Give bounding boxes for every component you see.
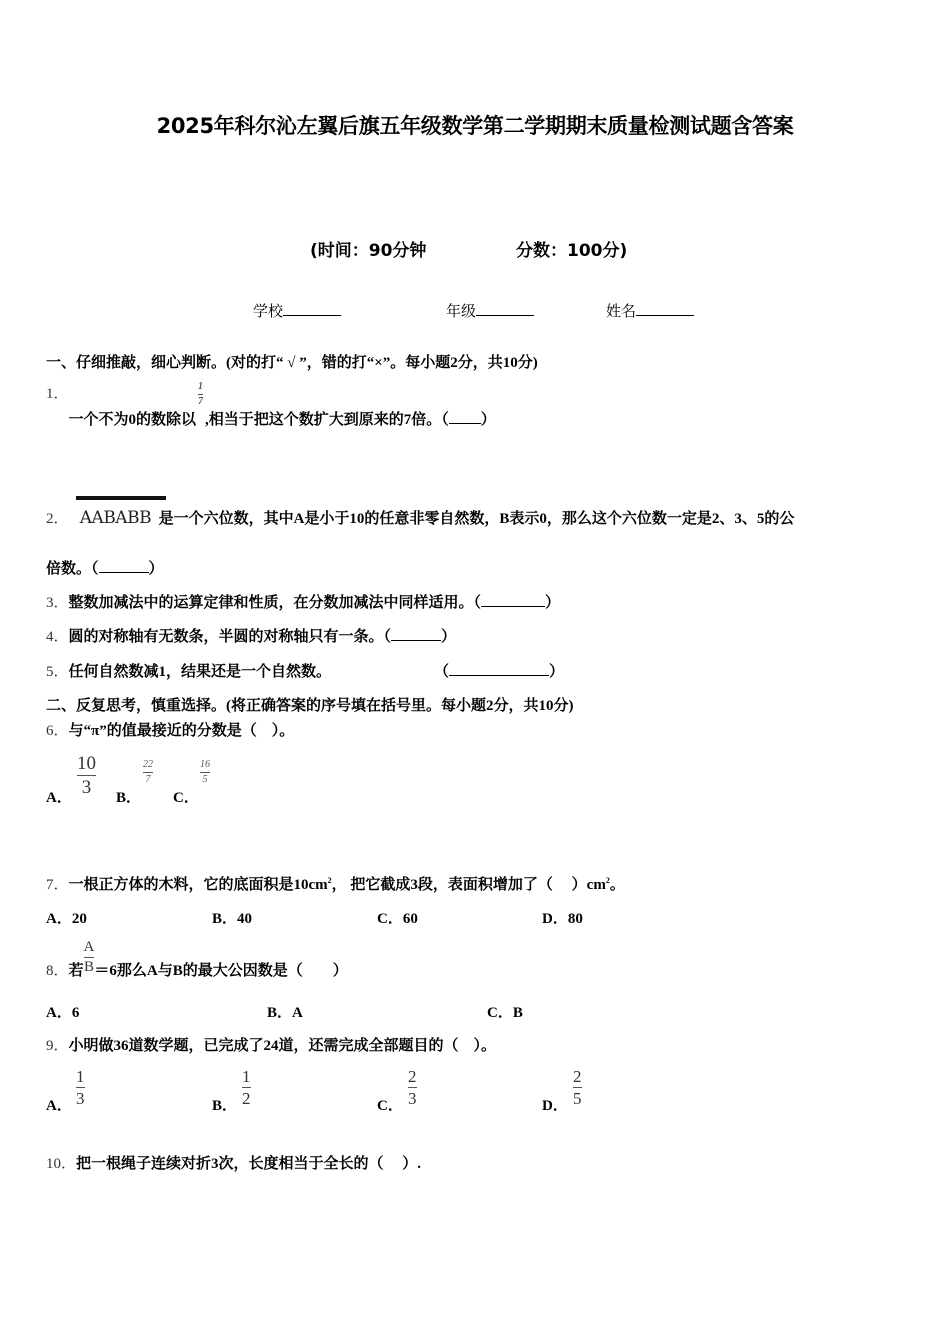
question-1: 1．一个不为0的数除以 $\frac{1}{7}$ ,相当于把这个数扩大到原来的7倍。（ ） (46, 381, 496, 428)
question-10: 10．把一根绳子连续对折3次，长度相当于全长的（ ）. (46, 1156, 422, 1172)
field-name (606, 300, 694, 321)
question-8: 8．若 $\frac{A}{B}$ ＝6那么A与B的最大公因数是（ ） (46, 939, 348, 979)
option-9d-label[interactable]: D． (542, 1098, 568, 1114)
document-title: 2025年科尔沁左翼后旗五年级数学第二学期期末质量检测试题含答案 (156, 114, 794, 138)
fraction-one-seventh: $\frac{1}{7}$ (198, 381, 204, 408)
option-8b[interactable]: B．A (267, 1005, 303, 1021)
option-9c-fraction: $\frac{2}{3}$ (408, 1067, 417, 1108)
question-number: 2． (46, 511, 69, 527)
question-number: 7． (46, 877, 69, 893)
option-7d[interactable]: D．80 (542, 911, 583, 927)
answer-blank[interactable] (99, 558, 149, 573)
answer-blank[interactable] (391, 626, 441, 641)
score-label: 分数：100分) (516, 241, 628, 261)
field-label: 姓名 (606, 302, 637, 320)
time-label: (时间：90分钟 (310, 241, 427, 261)
field-school (253, 300, 341, 321)
grade-blank[interactable] (476, 301, 534, 316)
question-3: 3．整数加减法中的运算定律和性质，在分数加减法中同样适用。（ ） (46, 591, 560, 612)
option-6a-fraction: $\frac{10}{3}$ (77, 753, 96, 798)
section2-heading: 二、反复思考，慎重选择。(将正确答案的序号填在括号里。每小题2分，共10分) (46, 698, 574, 714)
overlined-number: AABABB (79, 508, 152, 528)
option-7c[interactable]: C．60 (377, 911, 418, 927)
question-7: 7．一根正方体的木料，它的底面积是$10cm^2$， 把它截成3段，表面积增加了（ ）$cm^2$。 (46, 876, 625, 893)
name-blank[interactable] (636, 301, 694, 316)
question-number: 1． (46, 386, 69, 402)
question-4: 4．圆的对称轴有无数条，半圆的对称轴只有一条。（ ） (46, 625, 456, 646)
field-label: 年级 (446, 302, 477, 320)
question-5: 5．任何自然数减1，结果还是一个自然数。 (46, 664, 332, 680)
question-number: 5． (46, 664, 69, 680)
field-label: 学校 (253, 302, 284, 320)
question-2-cont: 倍数。（ ） (46, 557, 164, 578)
question-2: 2． AABABB 是一个六位数，其中A是小于10的任意非零自然数，B表示0，那么这个六位数一定是2、3、5的公 (46, 508, 795, 528)
question-number: 4． (46, 629, 69, 645)
option-9a-label[interactable]: A． (46, 1098, 72, 1114)
option-9c-label[interactable]: C． (377, 1098, 403, 1114)
question-6: 6．与“π”的值最接近的分数是（ ）。 (46, 723, 295, 739)
answer-blank[interactable] (449, 661, 549, 676)
option-9b-fraction: $\frac{1}{2}$ (242, 1067, 251, 1108)
option-6b-label[interactable]: B． (116, 790, 142, 806)
section1-heading: 一、仔细推敲，细心判断。(对的打“ √ ”，错的打“×”。每小题2分，共10分) (46, 355, 538, 371)
question-number: 3． (46, 595, 69, 611)
option-7a[interactable]: A．20 (46, 911, 87, 927)
option-6a-label[interactable]: A． (46, 790, 72, 806)
fraction-a-over-b: $\frac{A}{B}$ (83, 939, 95, 975)
option-8c[interactable]: C．B (487, 1005, 523, 1021)
option-7b[interactable]: B．40 (212, 911, 253, 927)
option-8a[interactable]: A．6 (46, 1005, 80, 1021)
answer-blank[interactable] (449, 409, 481, 424)
option-9b-label[interactable]: B． (212, 1098, 238, 1114)
option-6b-fraction: $\frac{22}{7}$ (143, 759, 153, 785)
answer-blank[interactable] (481, 592, 545, 607)
question-number: 8． (46, 962, 69, 979)
question-9: 9．小明做36道数学题，已完成了24道，还需完成全部题目的（ ）。 (46, 1038, 497, 1054)
question-number: 9． (46, 1038, 69, 1054)
option-6c-fraction: $\frac{16}{5}$ (200, 759, 210, 785)
school-blank[interactable] (283, 301, 341, 316)
overline-bar (76, 496, 166, 500)
question-number: 10． (46, 1156, 77, 1172)
field-grade (446, 300, 534, 321)
question-number: 6． (46, 723, 69, 739)
option-9a-fraction: $\frac{1}{3}$ (76, 1067, 85, 1108)
option-6c-label[interactable]: C． (173, 790, 199, 806)
question-5-answer: （ ） (434, 660, 564, 681)
option-9d-fraction: $\frac{2}{5}$ (573, 1067, 582, 1108)
